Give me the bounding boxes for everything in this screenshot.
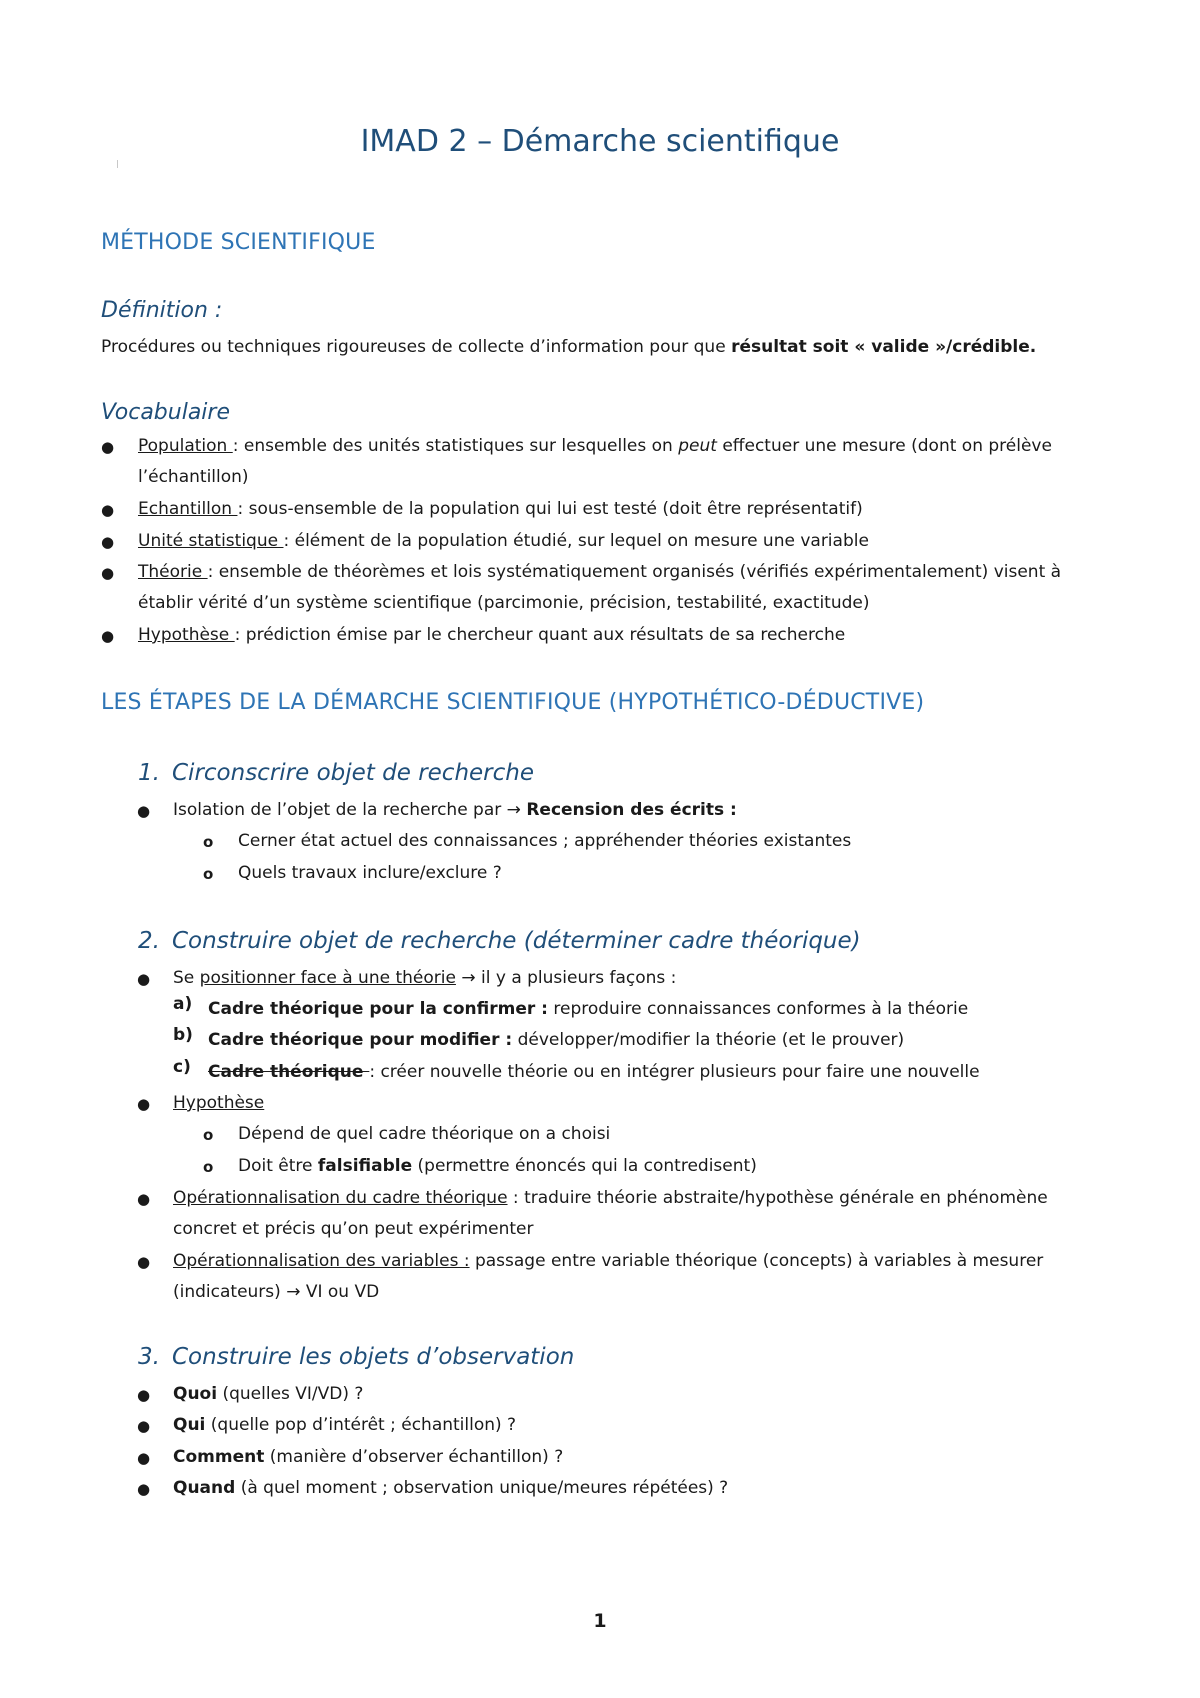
alpha-marker: a) bbox=[173, 994, 193, 1014]
list-item: Qui (quelle pop d’intérêt ; échantillon) ? bbox=[173, 1415, 517, 1435]
page-number: 1 bbox=[593, 1610, 607, 1632]
list-item: Echantillon : sous-ensemble de la population qui lui est testé (doit être représentatif) bbox=[138, 499, 863, 519]
list-item: Opérationnalisation des variables : passage entre variable théorique (concepts) à variables à mesurer (indicateurs) → VI ou VD bbox=[173, 1251, 1044, 1302]
bullet-icon: ● bbox=[137, 1190, 151, 1208]
list-item: Unité statistique : élément de la population étudié, sur lequel on mesure une variable bbox=[138, 531, 869, 551]
list-item: Comment (manière d’observer échantillon) ? bbox=[173, 1447, 564, 1467]
section-heading-methode: MÉTHODE SCIENTIFIQUE bbox=[101, 230, 376, 255]
list-item: Population : ensemble des unités statistiques sur lesquelles on peut effectuer une mesure (dont on prélève l’échantillon) bbox=[138, 436, 1052, 487]
bullet-icon: ● bbox=[137, 1253, 151, 1271]
bullet-icon: ● bbox=[137, 1386, 151, 1404]
list-item: Hypothèse bbox=[173, 1093, 265, 1113]
bullet-icon: ● bbox=[101, 564, 115, 582]
document-title: IMAD 2 – Démarche scientifique bbox=[360, 124, 840, 159]
bullet-icon: ● bbox=[101, 627, 115, 645]
bullet-icon: ● bbox=[101, 501, 115, 519]
step-heading-3: 3. Construire les objets d’observation bbox=[138, 1344, 575, 1370]
list-item: Quoi (quelles VI/VD) ? bbox=[173, 1384, 364, 1404]
subheading-vocabulaire: Vocabulaire bbox=[101, 400, 230, 425]
bullet-icon: ● bbox=[137, 970, 151, 988]
section-heading-etapes: LES ÉTAPES DE LA DÉMARCHE SCIENTIFIQUE (HYPOTHÉTICO-DÉDUCTIVE) bbox=[101, 690, 925, 715]
alpha-list-item: Cadre théorique pour la confirmer : reproduire connaissances conformes à la théorie bbox=[208, 999, 969, 1019]
list-item: Isolation de l’objet de la recherche par → Recension des écrits : bbox=[173, 800, 737, 820]
list-item: Hypothèse : prédiction émise par le chercheur quant aux résultats de sa recherche bbox=[138, 625, 846, 645]
bullet-icon: ● bbox=[137, 1449, 151, 1467]
sub-bullet-icon: o bbox=[203, 1158, 214, 1176]
list-item: Se positionner face à une théorie → il y a plusieurs façons : bbox=[173, 968, 677, 988]
sub-bullet-icon: o bbox=[203, 833, 214, 851]
definition-text: Procédures ou techniques rigoureuses de collecte d’information pour que résultat soit « valide »/crédible. bbox=[101, 337, 1037, 357]
alpha-marker: c) bbox=[173, 1057, 191, 1077]
sub-list-item: Quels travaux inclure/exclure ? bbox=[238, 863, 502, 883]
sub-list-item: Cerner état actuel des connaissances ; appréhender théories existantes bbox=[238, 831, 852, 851]
bullet-icon: ● bbox=[137, 1417, 151, 1435]
bullet-icon: ● bbox=[137, 802, 151, 820]
step-heading-1: 1. Circonscrire objet de recherche bbox=[138, 760, 535, 786]
sub-list-item: Doit être falsifiable (permettre énoncés qui la contredisent) bbox=[238, 1156, 757, 1176]
list-item: Théorie : ensemble de théorèmes et lois systématiquement organisés (vérifiés expérimentalement) visent à établir vérité d’un système scientifique (parcimonie, précision, testabilité, exactitude) bbox=[138, 562, 1062, 613]
bullet-icon: ● bbox=[137, 1480, 151, 1498]
sub-bullet-icon: o bbox=[203, 1126, 214, 1144]
list-item: Quand (à quel moment ; observation unique/meures répétées) ? bbox=[173, 1478, 729, 1498]
bullet-icon: ● bbox=[137, 1095, 151, 1113]
alpha-list-item: Cadre théorique pour modifier : développer/modifier la théorie (et le prouver) bbox=[208, 1030, 905, 1050]
margin-mark bbox=[117, 160, 118, 168]
bullet-icon: ● bbox=[101, 533, 115, 551]
bullet-icon: ● bbox=[101, 438, 115, 456]
step-heading-2: 2. Construire objet de recherche (déterminer cadre théorique) bbox=[138, 928, 861, 954]
subheading-definition: Définition : bbox=[101, 298, 223, 323]
alpha-marker: b) bbox=[173, 1025, 193, 1045]
sub-list-item: Dépend de quel cadre théorique on a choisi bbox=[238, 1124, 611, 1144]
list-item: Opérationnalisation du cadre théorique : traduire théorie abstraite/hypothèse générale en phénomène concret et précis qu’on peut expérimenter bbox=[173, 1188, 1048, 1239]
sub-bullet-icon: o bbox=[203, 865, 214, 883]
alpha-list-item: Cadre théorique : créer nouvelle théorie ou en intégrer plusieurs pour faire une nouvelle bbox=[208, 1062, 980, 1082]
